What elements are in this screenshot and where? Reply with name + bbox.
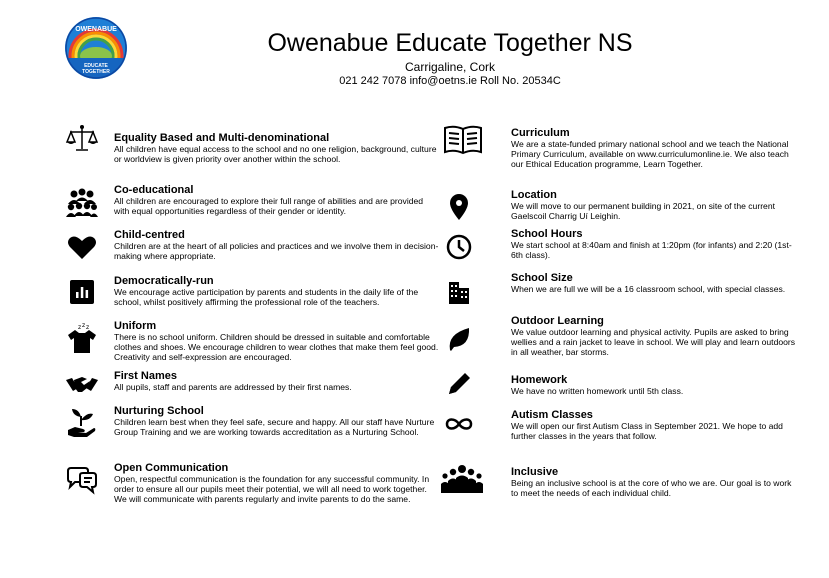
section-text: When we are full we will be a 16 classroom school, with special classes. [511, 284, 786, 294]
section-heading: Curriculum [511, 127, 570, 139]
section-text: All pupils, staff and parents are addressed by their first names. [114, 382, 352, 392]
section-text: All children are encouraged to explore their full range of abilities and are provided with equal opportunities regardless of their gender or identity. [114, 196, 424, 217]
leaf-icon [442, 322, 476, 356]
section-text: There is no school uniform. Children should be dressed in suitable and comfortable clothes and shoes. We encourage children to wear clothes that make them feel good. Creativity and self-expression are encouraged. [114, 332, 439, 363]
heart-icon [65, 230, 99, 264]
section-heading: Autism Classes [511, 409, 593, 421]
speech-bubbles-icon [65, 462, 99, 496]
infinity-icon [442, 407, 476, 441]
svg-text:z: z [82, 322, 86, 329]
section-text: All children have equal access to the school and no one religion, background, culture or worldview is given priority over another within the school. [114, 144, 437, 165]
map-pin-icon [442, 190, 476, 224]
section-heading: School Size [511, 272, 573, 284]
clock-icon [442, 230, 476, 264]
section-text: Being an inclusive school is at the core of who we are. Our goal is to work to meet the needs of each individual child. [511, 478, 792, 499]
open-book-icon [442, 122, 484, 158]
section-text: We start school at 8:40am and finish at 1:20pm (for infants) and 2:20 (1st-6th class). [511, 240, 792, 261]
section-heading: Inclusive [511, 466, 559, 478]
section-text: We have no written homework until 5th class. [511, 386, 684, 396]
svg-text:z: z [78, 324, 82, 331]
community-icon [440, 462, 484, 498]
pencil-icon [442, 367, 476, 401]
section-text: Children are at the heart of all policies and practices and we involve them in decision-making where appropriate. [114, 241, 439, 262]
school-address: Carrigaline, Cork [404, 60, 496, 74]
section-text: We encourage active participation by parents and students in the daily life of the school, whilst positively affirming the professional role of the teachers. [114, 287, 419, 308]
section-text: We are a state-funded primary national school and we teach the National Primary Curriculum, available on www.curriculumonline.ie. We also teach our Ethical Education programme, Learn Together. [511, 139, 789, 170]
section-text: Children learn best when they feel safe, secure and happy. All our staff have Nurture Group Training and we are working towards accreditation as a Nurturing School. [114, 417, 435, 438]
seedling-hand-icon [65, 406, 99, 440]
bar-chart-icon [65, 275, 99, 309]
section-heading: Outdoor Learning [511, 315, 604, 327]
svg-text:z: z [86, 324, 90, 331]
section-heading: Nurturing School [114, 405, 204, 417]
people-group-icon [65, 186, 99, 220]
logo-text-mid: EDUCATE [84, 63, 108, 69]
section-heading: Co-educational [114, 184, 194, 196]
section-heading: School Hours [511, 228, 583, 240]
buildings-icon [442, 274, 476, 308]
section-text: Open, respectful communication is the foundation for any successful community. In order to ensure all our pupils meet their potential, we will all need to work together. We will communicate with parents regularly and invite parents to do the same. [114, 474, 430, 505]
school-contact: 021 242 7078 info@oetns.ie Roll No. 20534C [339, 75, 561, 87]
section-heading: First Names [114, 370, 177, 382]
tshirt-icon [65, 321, 99, 355]
section-heading: Uniform [114, 320, 157, 332]
logo-text-bot: TOGETHER [82, 69, 110, 75]
scales-icon [65, 122, 99, 156]
section-text: We value outdoor learning and physical activity. Pupils are asked to bring wellies and a rain jacket to leave in school. We will play and learn outdoors in all weather, bar storms. [511, 327, 796, 358]
logo-text-top: OWENABUE [75, 26, 117, 33]
school-logo [64, 16, 128, 80]
section-heading: Democratically-run [114, 275, 214, 287]
section-text: We will move to our permanent building in 2021, on site of the current Gaelscoil Charrig Uí Leighin. [511, 201, 776, 222]
section-text: We will open our first Autism Class in September 2021. We hope to add further classes in the years that follow. [511, 421, 783, 442]
section-heading: Homework [511, 374, 568, 386]
section-heading: Equality Based and Multi-denominational [114, 132, 330, 144]
section-heading: Open Communication [114, 462, 229, 474]
section-heading: Location [511, 189, 557, 201]
section-heading: Child-centred [114, 229, 185, 241]
page-title: Owenabue Educate Together NS [267, 29, 633, 57]
handshake-icon [65, 368, 99, 402]
